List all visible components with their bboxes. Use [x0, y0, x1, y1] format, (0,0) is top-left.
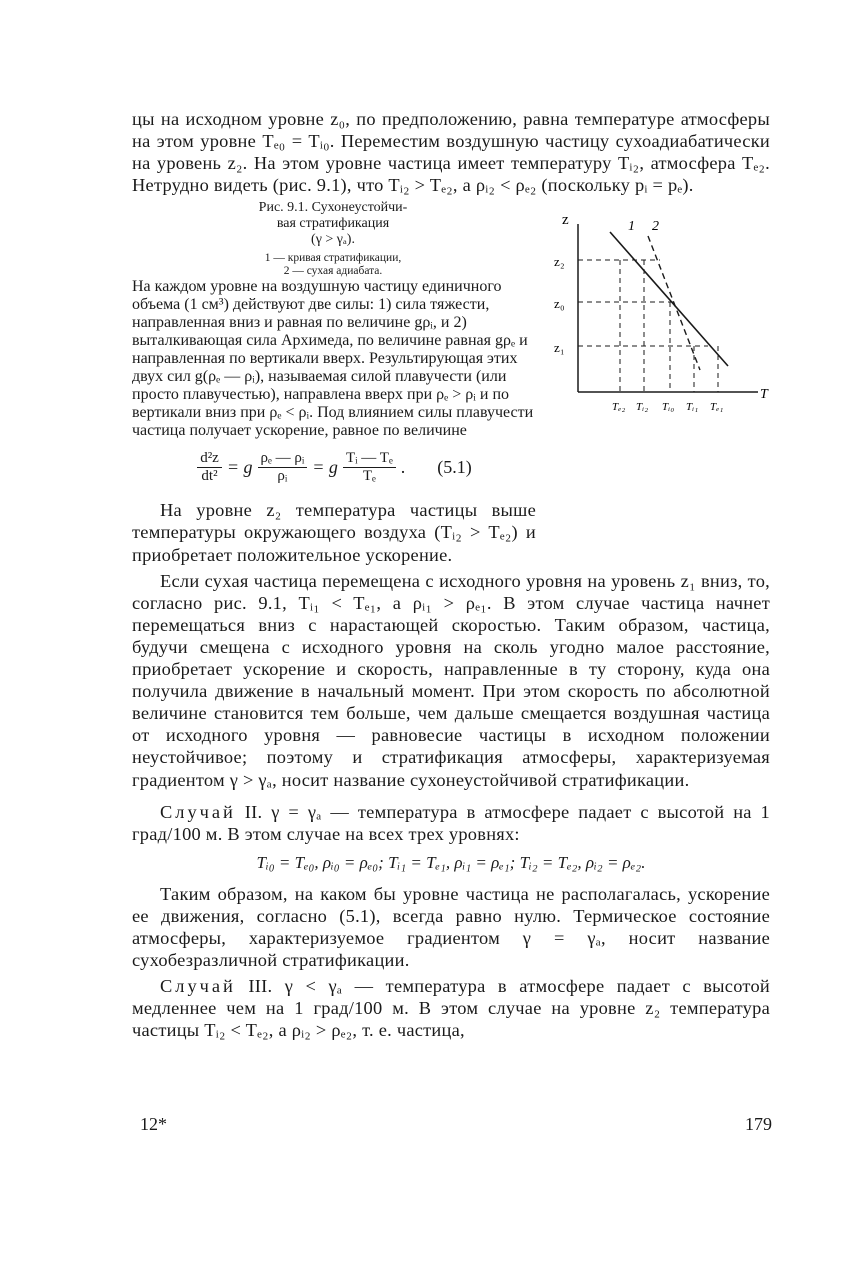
eq-frac-density: $\frac{\text{ρₑ — ρᵢ}}{\text{ρᵢ}}$ — [258, 450, 308, 485]
level-label-z0: z₀ — [554, 296, 565, 312]
curve-label-2: 2 — [652, 219, 660, 235]
eq-lhs: $\frac{\text{d²z}}{\text{dt²}}$ — [197, 450, 222, 485]
level-label-z1: z₁ — [554, 340, 565, 356]
eq-frac-temperature: $\frac{\text{Tᵢ — Tₑ}}{\text{Tₑ}}$ — [343, 450, 396, 485]
figure-caption: Рис. 9.1. Сухонеустойчи- вая стратификация (γ > γₐ). — [258, 200, 408, 248]
figure-legend: 1 — кривая стратификации, 2 — сухая адиабата. — [264, 252, 402, 278]
paragraph-2-text: На каждом уровне на воздушную частицу единичного объема (1 см³) действуют две силы: 1) сила тяжести, направленная вниз и равная по величине gρᵢ, и 2) выталкивающая сила Архимеда, по величине равная gρₑ и направленная по вертикали вверх. Результирующая этих двух сил g(ρₑ — ρᵢ), называемая силой плавучести (или просто плавучестью), направлена вверх при ρₑ > ρᵢ и по вертикали вниз при ρₑ < ρᵢ. Под влиянием силы плавучести частица получает ускорение, равное по величине — [132, 278, 534, 440]
figure-9-1 — [548, 208, 774, 418]
temp-label-te2: Tₑ₂ — [612, 401, 626, 414]
page-number: 179 — [745, 1114, 772, 1134]
paragraph-1: цы на исходном уровне z₀, по предположению, равна температуре атмосферы на этом уровне Tₑ₀ = Tᵢ₀. Переместим воздушную частицу сухоадиабатически на уровень z₂. На этом уровне частица имеет температуру Tᵢ₂, атмосфера Tₑ₂. Нетрудно видеть (рис. 9.1), что Tᵢ₂ > Tₑ₂, а ρᵢ₂ < ρₑ₂ (поскольку pᵢ = pₑ). — [132, 109, 770, 196]
temp-label-ti2: Tᵢ₂ — [636, 401, 649, 414]
level-label-z2: z₂ — [554, 254, 565, 270]
axis-label-t: T — [760, 387, 769, 403]
page-body — [132, 108, 770, 1041]
temp-label-ti0: Tᵢ₀ — [662, 401, 675, 414]
signature-mark: 12* — [140, 1114, 167, 1134]
equation-number: (5.1) — [437, 457, 472, 478]
dry-adiabat-curve — [648, 236, 700, 370]
temp-label-te1: Tₑ₁ — [710, 401, 724, 414]
paragraph-7: Случай III. γ < γₐ — температура в атмосфере падает с высотой медленнее чем на 1 град/100 м. В этом случае на уровне z₂ температура частицы Tᵢ₂ < Tₑ₂, а ρᵢ₂ > ρₑ₂, т. е. частица, — [132, 976, 770, 1041]
case-iii-label: Случай — [160, 976, 236, 997]
paragraph-5: Случай II. γ = γₐ — температура в атмосфере падает с высотой на 1 град/100 м. В этом случае на всех трех уровнях: — [132, 801, 770, 844]
equation-5-1: $\frac{\text{d²z}}{\text{dt²}}$ = g $\frac{\text{ρₑ — ρᵢ}}{\text{ρᵢ}}$ = g $\frac{\text{Tᵢ — Tₑ}}{\text{Tₑ}}$ . (5.1) — [132, 450, 532, 485]
paragraph-4: Если сухая частица перемещена с исходного уровня на уровень z₁ вниз, то, согласно рис. 9.1, Tᵢ₁ < Tₑ₁, а ρᵢ₁ > ρₑ₁. В этом случае частица начнет перемещаться вниз с нарастающей скоростью. Таким образом, частица, будучи смещена с исходного уровня на сколь угодно малое расстояние, приобретает ускорение и скорость, направленные в ту сторону, куда она получила движение в начальный момент. При этом скорость по абсолютной величине становится тем больше, чем дальше смещается воздушная частица от исходного уровня — равновесие частицы в исходном положении неустойчивое; поэтому и стратификация атмосферы, характеризуемая градиентом γ > γₐ, носит название сухонеустойчивой стратификации. — [132, 570, 770, 790]
curve-label-1: 1 — [628, 219, 636, 235]
paragraph-3: На уровне z₂ температура частицы выше температуры окружающего воздуха (Tᵢ₂ > Tₑ₂) и приобретает положительное ускорение. — [132, 500, 536, 565]
temp-label-ti1: Tᵢ₁ — [686, 401, 699, 414]
equation-levels: Tᵢ₀ = Tₑ₀, ρᵢ₀ = ρₑ₀; Tᵢ₁ = Tₑ₁, ρᵢ₁ = ρₑ₁; Tᵢ₂ = Tₑ₂, ρᵢ₂ = ρₑ₂. — [256, 852, 646, 872]
axis-label-z: z — [562, 212, 569, 229]
stratification-diagram — [548, 208, 774, 418]
page-footer — [140, 1114, 772, 1135]
case-ii-label: Случай — [160, 801, 236, 822]
paragraph-6: Таким образом, на каком бы уровне частица не располагалась, ускорение ее движения, согласно (5.1), всегда равно нулю. Термическое состояние атмосферы, характеризуемое градиентом γ = γₐ, носит название сухобезразличной стратификации. — [132, 883, 770, 971]
